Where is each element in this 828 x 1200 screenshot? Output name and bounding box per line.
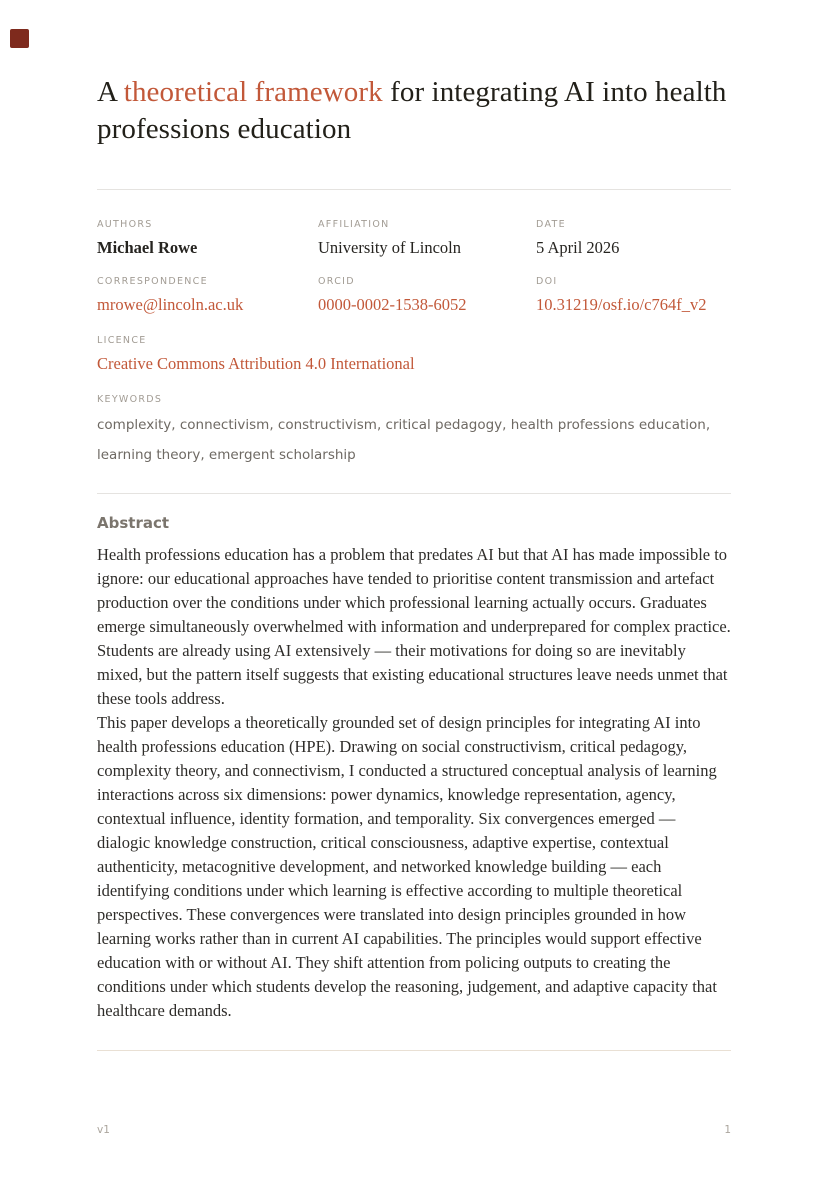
licence-link[interactable]: Creative Commons Attribution 4.0 International bbox=[97, 354, 415, 373]
meta-doi bbox=[536, 276, 731, 316]
affiliation-label: AFFILIATION bbox=[318, 219, 390, 230]
correspondence-label: CORRESPONDENCE bbox=[97, 276, 208, 287]
page-footer bbox=[97, 1124, 731, 1136]
date-label: DATE bbox=[536, 219, 566, 230]
title-suffix: for integrating AI into health professions education bbox=[97, 76, 727, 145]
meta-date bbox=[536, 219, 731, 259]
abstract-paragraph-2: This paper develops a theoretically grounded set of design principles for integrating AI into health professions education (HPE). Drawing on social constructivism, critical pedagogy, complexity theory, and connectivism, I conducted a structured conceptual analysis of learning interactions across six dimensions: power dynamics, knowledge representation, agency, contextual influence, identity formation, and temporality. Six convergences emerged — dialogic knowledge construction, critical consciousness, adaptive expertise, contextual authenticity, metacognitive development, and networked knowledge building — each identifying conditions under which learning is effective according to multiple theoretical perspectives. These convergences were translated into design principles grounded in how learning works rather than in current AI capabilities. The principles would support effective education with or without AI. They shift attention from policing outputs to creating the conditions under which students develop the reasoning, judgement, and adaptive capacity that healthcare demands. bbox=[97, 713, 717, 1020]
date-value: 5 April 2026 bbox=[536, 238, 620, 257]
licence-label: LICENCE bbox=[97, 335, 147, 346]
divider-bottom bbox=[97, 1050, 731, 1051]
orcid-label: ORCID bbox=[318, 276, 355, 287]
title-accent-phrase: theoretical framework bbox=[123, 76, 383, 108]
meta-orcid bbox=[318, 276, 536, 316]
meta-correspondence bbox=[97, 276, 318, 316]
template-logo-mark bbox=[10, 29, 29, 48]
correspondence-email-link[interactable]: mrowe@lincoln.ac.uk bbox=[97, 295, 244, 314]
meta-licence bbox=[97, 335, 731, 375]
keywords-value: complexity, connectivism, constructivism, critical pedagogy, health professions education, learning theory, emergent scholarship bbox=[97, 417, 711, 463]
title-prefix: A bbox=[97, 76, 124, 108]
page-content bbox=[97, 0, 731, 1051]
doi-label: DOI bbox=[536, 276, 558, 287]
meta-affiliation bbox=[318, 219, 536, 259]
abstract-heading: Abstract bbox=[97, 514, 170, 532]
abstract-body bbox=[97, 543, 731, 1023]
authors-label: AUTHORS bbox=[97, 219, 153, 230]
paper-title bbox=[97, 0, 731, 148]
affiliation-value: University of Lincoln bbox=[318, 238, 461, 257]
doi-link[interactable]: 10.31219/osf.io/c764f_v2 bbox=[536, 295, 707, 314]
meta-authors bbox=[97, 219, 318, 259]
divider-top bbox=[97, 189, 731, 190]
meta-keywords bbox=[97, 394, 731, 470]
authors-value: Michael Rowe bbox=[97, 238, 198, 257]
abstract-paragraph-1: Health professions education has a problem that predates AI but that AI has made impossible to ignore: our educational approaches have tended to prioritise content transmission and artefact production over the conditions under which professional learning actually occurs. Graduates emerge simultaneously overwhelmed with information and underprepared for complex practice. Students are already using AI extensively — their motivations for doing so are inevitably mixed, but the pattern itself suggests that existing educational structures leave needs unmet that these tools address. bbox=[97, 545, 731, 708]
keywords-label: KEYWORDS bbox=[97, 394, 163, 405]
page-number: 1 bbox=[724, 1124, 731, 1136]
divider-abstract bbox=[97, 493, 731, 494]
orcid-link[interactable]: 0000-0002-1538-6052 bbox=[318, 295, 467, 314]
metadata-grid bbox=[97, 219, 731, 316]
version-label: v1 bbox=[97, 1124, 110, 1136]
